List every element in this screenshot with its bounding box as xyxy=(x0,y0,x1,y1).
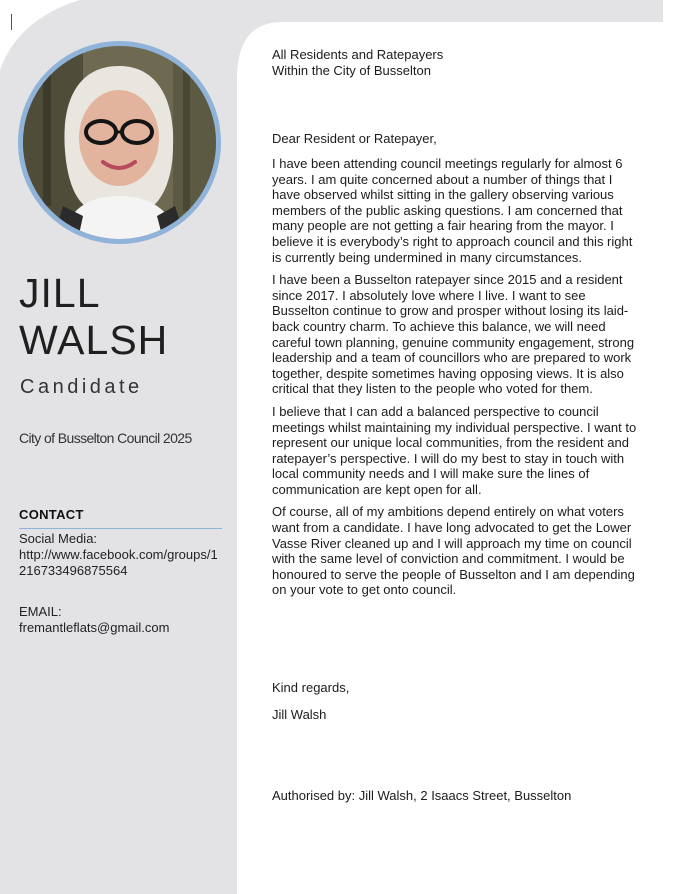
social-media-link[interactable]: http://www.facebook.com/groups/1216733496875564 xyxy=(19,547,218,578)
council-election-label: City of Busselton Council 2025 xyxy=(19,430,192,446)
signature-text: Jill Walsh xyxy=(272,707,327,722)
authorisation-text: Authorised by: Jill Walsh, 2 Isaacs Street, Busselton xyxy=(272,788,572,803)
letter-recipient-address xyxy=(272,47,637,78)
contact-divider xyxy=(19,528,222,529)
letter-paragraph: I have been attending council meetings regularly for almost 6 years. I am quite concerned about a number of things that I have observed whilst sitting in the gallery observing various members of the public asking questions. I am concerned that many people are not getting a fair hearing from the mayor. I believe it is everybody’s right to approach council and this right is currently being undermined in many circumstances. xyxy=(272,156,633,265)
letter-paragraph: Of course, all of my ambitions depend entirely on what voters want from a candidate. I have long advocated to get the Lower Vasse River cleaned up and I will approach my time on council with the same level of conviction and commitment. I would be honoured to serve the people of Busselton and I am depending on your vote to get onto council. xyxy=(272,504,635,598)
text-cursor-mark xyxy=(11,14,12,30)
letter-paragraph: I believe that I can add a balanced perspective to council meetings whilst maintaining my individual perspective. I want to represent our unique local communities, from the resident and ratepayer’s perspective. I will do my best to stay in touch with local community needs and I will make sure the lines of communication are kept open for all. xyxy=(272,403,637,497)
contact-heading: CONTACT xyxy=(19,507,84,522)
email-address[interactable]: fremantleflats@gmail.com xyxy=(19,620,170,635)
social-media-label: Social Media: xyxy=(19,531,98,546)
authorisation-statement xyxy=(272,788,637,804)
email-contact xyxy=(19,604,224,636)
salutation-text: Dear Resident or Ratepayer, xyxy=(272,131,437,146)
candidate-last-name: WALSH xyxy=(19,317,169,363)
candidate-photo-frame xyxy=(18,41,221,244)
letter-body xyxy=(272,156,637,605)
social-media-contact xyxy=(19,531,224,579)
address-line: Within the City of Busselton xyxy=(272,62,431,78)
letter-salutation xyxy=(272,131,637,147)
address-line: All Residents and Ratepayers xyxy=(272,47,444,62)
candidate-first-name: JILL xyxy=(19,270,101,316)
letter-signature xyxy=(272,707,637,723)
closing-text: Kind regards, xyxy=(272,680,350,695)
email-label: EMAIL: xyxy=(19,604,62,619)
letter-closing xyxy=(272,680,637,696)
candidate-photo xyxy=(23,46,216,239)
letter-paragraph: I have been a Busselton ratepayer since 2015 and a resident since 2017. I absolutely love where I live. I want to see Busselton continue to grow and prosper without losing its laid-back country charm. To achieve this balance, we will need careful town planning, genuine community engagement, strong leadership and a team of councillors who are prepared to work together, despite sometimes having opposing views. It is also critical that they listen to the people who voted for them. xyxy=(272,272,635,397)
candidate-role: Candidate xyxy=(20,376,143,398)
